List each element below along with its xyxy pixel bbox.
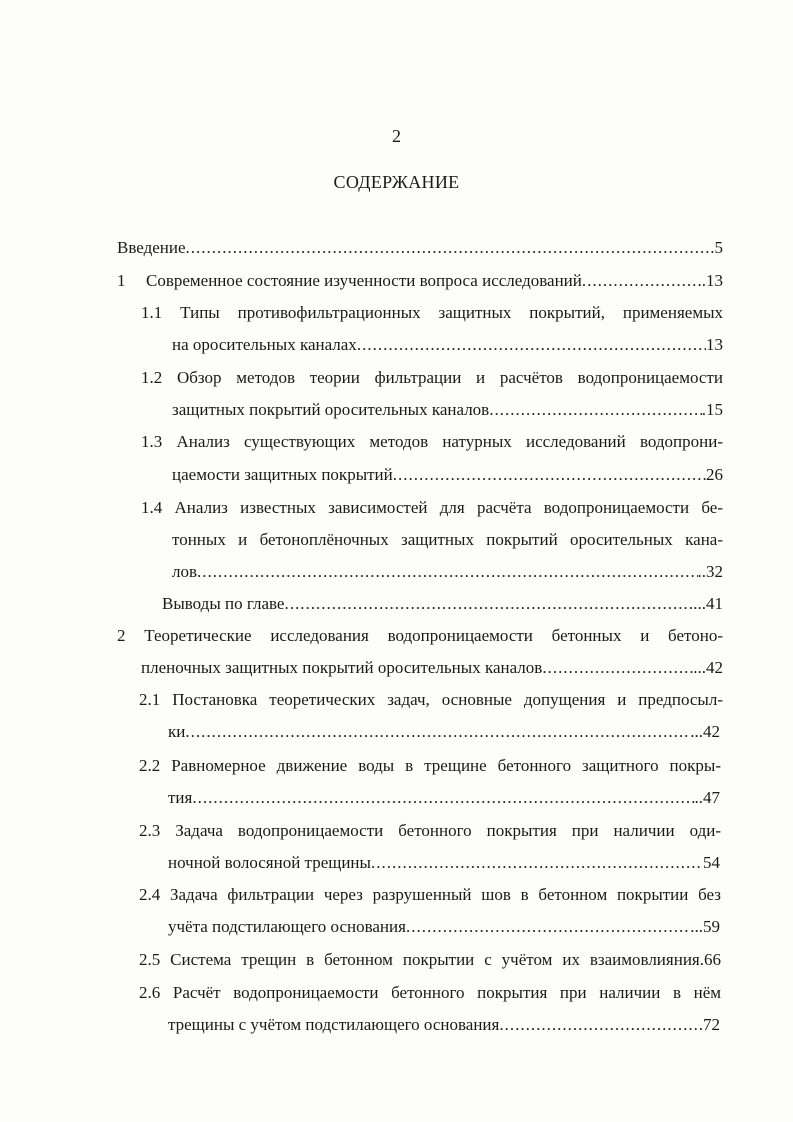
toc-entry-label: учёта подстилающего основания xyxy=(168,917,406,936)
toc-leader-dots xyxy=(197,560,697,584)
toc-leader-dots xyxy=(542,656,693,680)
toc-entry-2-5: 2.5 Система трещин в бетонном покрытии с учётом их взаимовлияния.66 xyxy=(139,950,721,969)
toc-entry-label: ки xyxy=(168,722,186,741)
toc-entry-2-4-line2 xyxy=(168,915,720,939)
toc-entry-1-3-line2 xyxy=(172,463,723,487)
toc-entry-page: ..13 xyxy=(697,271,723,290)
toc-entry-page: ...59 xyxy=(690,917,720,936)
toc-leader-dots xyxy=(284,592,693,616)
toc-entry-1-4-line1: 1.4 Анализ известных зависимостей для расчёта водопроницаемости бе- xyxy=(141,498,723,517)
toc-entry-page: 26 xyxy=(706,465,723,484)
toc-entry-1-1-line1: 1.1 Типы противофильтрационных защитных покрытий, применяемых xyxy=(141,303,723,322)
toc-entry-page: ...41 xyxy=(693,594,723,613)
toc-entry-1-4-line2: тонных и бетоноплёночных защитных покрытий оросительных кана- xyxy=(172,530,723,549)
toc-entry-page: ..32 xyxy=(697,562,723,581)
toc-entry-2-1-line2 xyxy=(168,720,720,744)
toc-entry-page: ...42 xyxy=(690,722,720,741)
toc-entry-intro xyxy=(117,236,723,260)
toc-entry-page: .5 xyxy=(710,238,723,257)
toc-leader-dots xyxy=(192,786,694,810)
toc-entry-page: .15 xyxy=(701,400,723,419)
toc-entry-2-3-line1: 2.3 Задача водопроницаемости бетонного покрытия при наличии оди- xyxy=(139,821,721,840)
toc-leader-dots xyxy=(499,1013,698,1037)
toc-entry-label: на оросительных каналах xyxy=(172,335,357,354)
toc-entry-label: Выводы по главе xyxy=(162,594,285,613)
page-title: СОДЕРЖАНИЕ xyxy=(333,172,460,192)
toc-entry-label: цаемости защитных покрытий xyxy=(172,465,393,484)
toc-entry-page: .72 xyxy=(698,1015,720,1034)
page-number: 2 xyxy=(392,126,401,146)
toc-leader-dots xyxy=(186,236,711,260)
toc-entry-2-2-line2 xyxy=(168,786,720,810)
toc-leader-dots xyxy=(406,915,690,939)
toc-entry-1-2-line1: 1.2 Обзор методов теории фильтрации и расчётов водопроницаемости xyxy=(141,368,723,387)
toc-entry-2-1-line1: 2.1 Постановка теоретических задач, основные допущения и предпосыл- xyxy=(139,690,723,709)
toc-entry-label: лов xyxy=(172,562,198,581)
toc-entry-label: Современное состояние изученности вопроса исследований xyxy=(146,271,582,290)
toc-entry-page: ..47 xyxy=(694,788,720,807)
toc-entry-page: ...42 xyxy=(693,658,723,677)
toc-entry-2-4-line1: 2.4 Задача фильтрации через разрушенный шов в бетонном покрытии без xyxy=(139,885,721,904)
toc-entry-page: 13 xyxy=(706,335,723,354)
toc-entry-2-3-line2 xyxy=(168,851,720,875)
toc-entry-2-2-line1: 2.2 Равномерное движение воды в трещине бетонного защитного покры- xyxy=(139,756,721,775)
toc-chapter-number: 1 xyxy=(117,271,126,290)
toc-entry-chapter-2-line2 xyxy=(141,656,723,680)
toc-entry-label: защитных покрытий оросительных каналов xyxy=(172,400,490,419)
toc-leader-dots xyxy=(489,398,702,422)
toc-entry-label: трещины с учётом подстилающего основания xyxy=(168,1015,500,1034)
toc-entry-label: Введение xyxy=(117,238,186,257)
toc-leader-dots xyxy=(185,720,690,744)
toc-entry-chapter-1-conclusions xyxy=(162,592,723,616)
toc-entry-2-6-line1: 2.6 Расчёт водопроницаемости бетонного покрытия при наличии в нём xyxy=(139,983,721,1002)
toc-leader-dots xyxy=(357,333,706,357)
toc-entry-1-2-line2 xyxy=(172,398,723,422)
toc-entry-2-6-line2 xyxy=(168,1013,720,1037)
toc-entry-chapter-1 xyxy=(117,269,723,293)
toc-entry-label: пленочных защитных покрытий оросительных каналов xyxy=(141,658,543,677)
toc-entry-label: ночной волосяной трещины xyxy=(168,853,371,872)
toc-entry-chapter-2-line1: 2 Теоретические исследования водопроницаемости бетонных и бетоно- xyxy=(117,626,723,645)
toc-entry-page: 54 xyxy=(703,853,720,872)
toc-leader-dots xyxy=(371,851,703,875)
toc-entry-1-1-line2 xyxy=(172,333,723,357)
toc-entry-1-4-line3 xyxy=(172,560,723,584)
toc-leader-dots xyxy=(582,269,698,293)
toc-entry-1-3-line1: 1.3 Анализ существующих методов натурных исследований водопрони- xyxy=(141,432,723,451)
toc-leader-dots xyxy=(393,463,706,487)
toc-entry-label: тия xyxy=(168,788,193,807)
